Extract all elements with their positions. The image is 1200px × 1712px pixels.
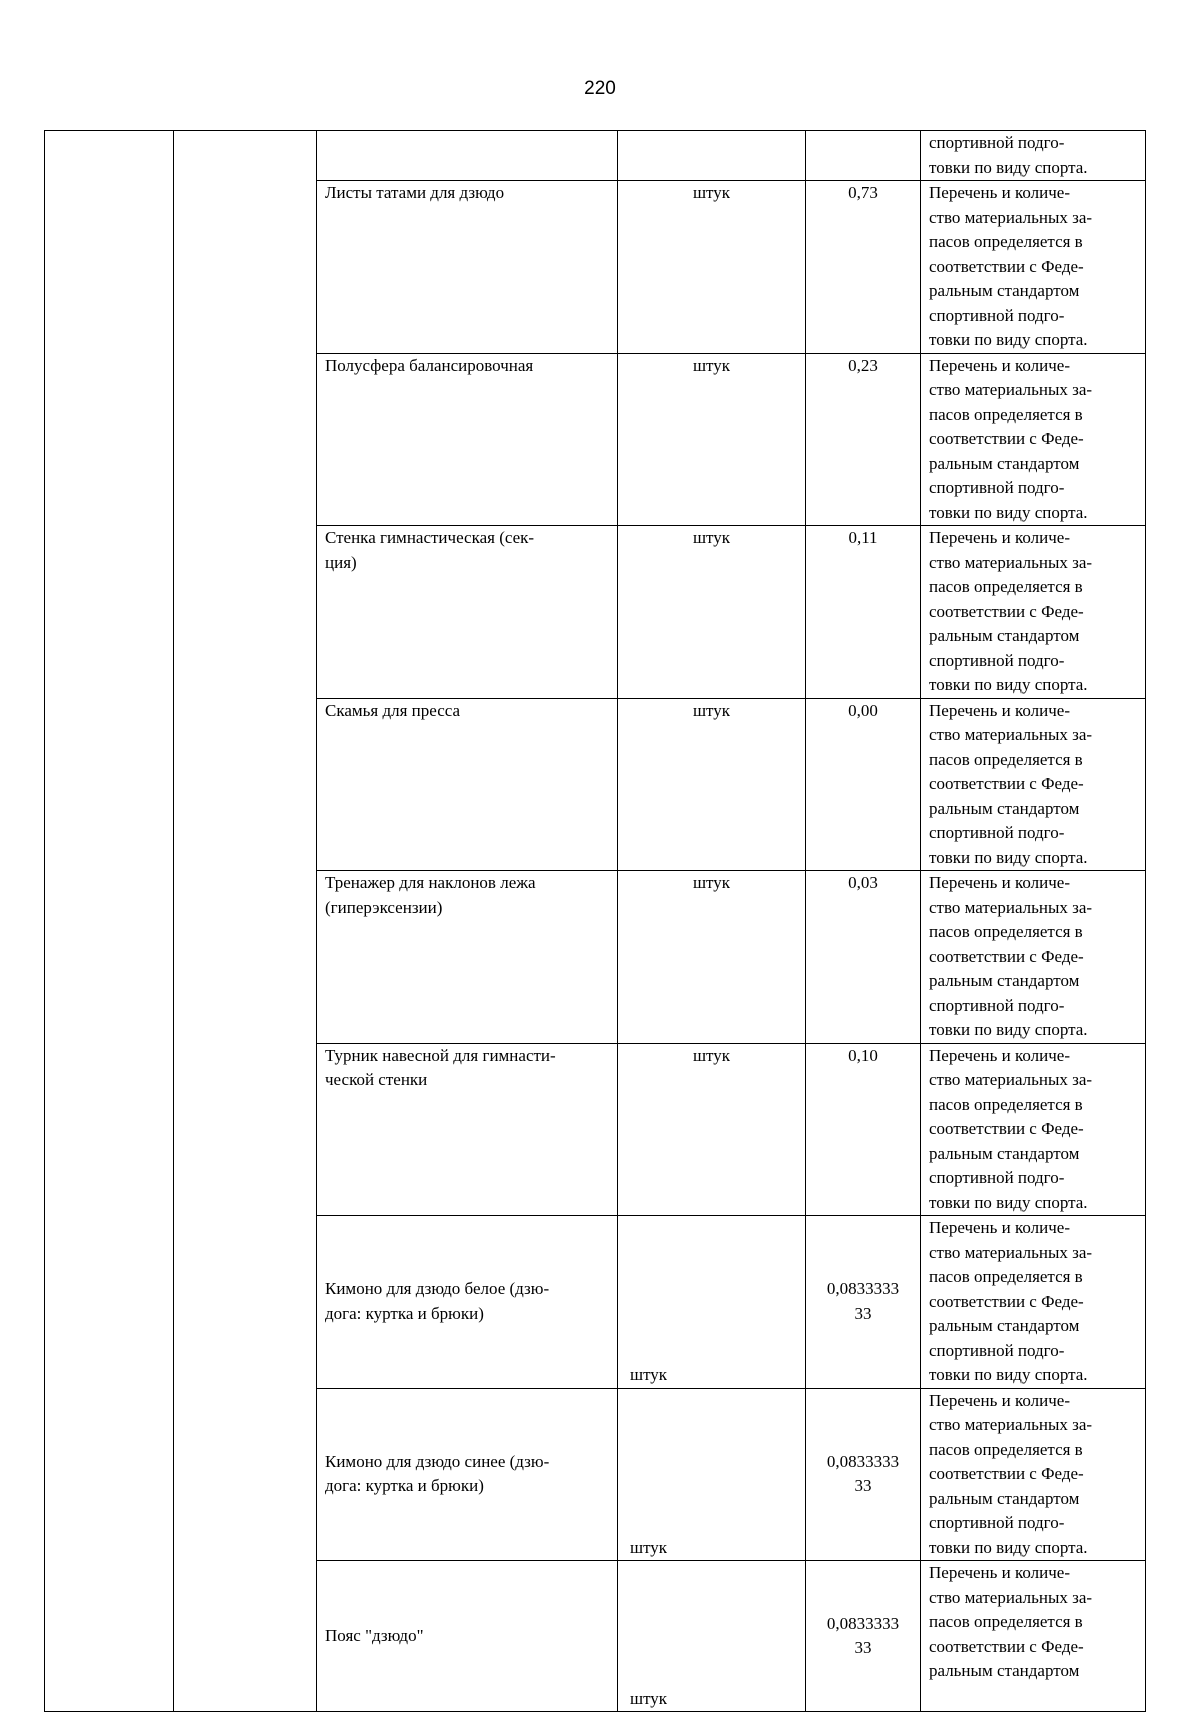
note-line: товки по виду спорта. — [929, 847, 1088, 867]
note-line: пасов определяется в — [929, 922, 1083, 941]
note-line: соответствии с Феде- — [929, 429, 1084, 448]
item-name-cell: Стенка гимнастическая (сек- ция) — [317, 526, 618, 699]
note-line: соответствии с Феде- — [929, 1464, 1084, 1483]
note-line: ральным стандартом — [929, 1316, 1080, 1335]
note-cell — [921, 1388, 1146, 1561]
unit-cell: штук — [618, 1561, 806, 1712]
note-cell — [921, 871, 1146, 1044]
note-line: спортивной подго- — [929, 995, 1065, 1015]
quantity-cell — [806, 131, 921, 181]
note-line: спортивной подго- — [929, 1168, 1065, 1187]
unit-cell: штук — [618, 1216, 806, 1389]
quantity-cell: 0,73 — [806, 181, 921, 354]
quantity-cell: 0,0833333 33 — [806, 1561, 921, 1712]
note-line: спортивной подго- — [929, 305, 1065, 325]
note-line: соответствии с Феде- — [929, 946, 1084, 966]
item-name-cell: Кимоно для дзюдо синее (дзю- дога: куртка и брюки) — [317, 1388, 618, 1561]
note-line: ство материальных за- — [929, 897, 1093, 917]
quantity-cell: 0,0833333 33 — [806, 1388, 921, 1561]
note-line: Перечень и количе- — [929, 1218, 1070, 1237]
note-line: пасов определяется в — [929, 404, 1083, 424]
item-name-cell: Полусфера балансировочная — [317, 353, 618, 526]
unit-cell: штук — [618, 353, 806, 526]
note-line: товки по виду спорта. — [929, 330, 1088, 349]
note-line: Перечень и количе- — [929, 873, 1070, 892]
note-line: ство материальных за- — [929, 1242, 1093, 1262]
note-line: товки по виду спорта. — [929, 1537, 1088, 1557]
note-line: Перечень и количе- — [929, 1390, 1070, 1410]
note-line: пасов определяется в — [929, 1267, 1083, 1286]
note-line: соответствии с Феде- — [929, 256, 1084, 276]
quantity-cell: 0,00 — [806, 698, 921, 871]
note-cell — [921, 526, 1146, 699]
note-line: ральным стандартом — [929, 626, 1080, 645]
note-line: товки по виду спорта. — [929, 1192, 1088, 1212]
note-line: Перечень и количе- — [929, 700, 1070, 720]
note-line: товки по виду спорта. — [929, 1365, 1088, 1384]
note-line: ство материальных за- — [929, 207, 1093, 227]
note-line: спортивной подго- — [929, 823, 1065, 842]
unit-cell: штук — [618, 1388, 806, 1561]
note-cell — [921, 181, 1146, 354]
item-name-cell: Скамья для пресса — [317, 698, 618, 871]
unit-cell: штук — [618, 698, 806, 871]
note-line: спортивной подго- — [929, 650, 1065, 670]
item-name-cell — [317, 131, 618, 181]
note-line: Перечень и количе- — [929, 1563, 1070, 1582]
materials-table — [44, 130, 1146, 1712]
note-line: Перечень и количе- — [929, 355, 1070, 375]
quantity-cell: 0,23 — [806, 353, 921, 526]
note-line: соответствии с Феде- — [929, 1119, 1084, 1138]
note-line: товки по виду спорта. — [929, 157, 1088, 177]
note-line: пасов определяется в — [929, 1612, 1083, 1631]
note-line: ральным стандартом — [929, 971, 1080, 990]
note-cell — [921, 1043, 1146, 1216]
note-line: соответствии с Феде- — [929, 601, 1084, 621]
note-line: ство материальных за- — [929, 552, 1093, 572]
note-line: ство материальных за- — [929, 1415, 1093, 1434]
note-line: ральным стандартом — [929, 281, 1080, 300]
note-line: ство материальных за- — [929, 1587, 1093, 1607]
note-line: спортивной подго- — [929, 1340, 1065, 1360]
note-line: Перечень и количе- — [929, 1045, 1070, 1065]
note-line: ральным стандартом — [929, 798, 1080, 818]
note-line: пасов определяется в — [929, 577, 1083, 596]
unit-cell: штук — [618, 181, 806, 354]
item-name-cell: Листы татами для дзюдо — [317, 181, 618, 354]
note-line: ральным стандартом — [929, 453, 1080, 473]
item-name-cell: Кимоно для дзюдо белое (дзю- дога: куртка и брюки) — [317, 1216, 618, 1389]
unit-cell: штук — [618, 871, 806, 1044]
note-line: ство материальных за- — [929, 725, 1093, 744]
merged-cell-col-2 — [174, 131, 317, 1712]
unit-cell — [618, 131, 806, 181]
note-line: ральным стандартом — [929, 1143, 1080, 1163]
quantity-cell: 0,10 — [806, 1043, 921, 1216]
note-line: пасов определяется в — [929, 749, 1083, 769]
materials-table-body — [45, 131, 1146, 1712]
note-line: товки по виду спорта. — [929, 675, 1088, 694]
merged-cell-col-1 — [45, 131, 174, 1712]
item-name-cell: Пояс "дзюдо" — [317, 1561, 618, 1712]
note-line: товки по виду спорта. — [929, 1020, 1088, 1039]
note-line: спортивной подго- — [929, 1513, 1065, 1532]
note-cell — [921, 131, 1146, 181]
note-line: пасов определяется в — [929, 1439, 1083, 1459]
item-name-cell: Тренажер для наклонов лежа (гиперэксензии) — [317, 871, 618, 1044]
note-line: товки по виду спорта. — [929, 502, 1088, 522]
item-name-cell: Турник навесной для гимнасти- ческой стенки — [317, 1043, 618, 1216]
page-number: 220 — [584, 78, 616, 99]
table-row — [45, 131, 1146, 181]
quantity-cell: 0,11 — [806, 526, 921, 699]
quantity-cell: 0,0833333 33 — [806, 1216, 921, 1389]
quantity-cell: 0,03 — [806, 871, 921, 1044]
note-line: спортивной подго- — [929, 133, 1065, 152]
note-line: спортивной подго- — [929, 478, 1065, 497]
note-line: Перечень и количе- — [929, 183, 1070, 202]
note-line: ральным стандартом — [929, 1661, 1080, 1680]
note-line: ство материальных за- — [929, 380, 1093, 399]
note-line: пасов определяется в — [929, 232, 1083, 251]
note-cell — [921, 353, 1146, 526]
note-line: ральным стандартом — [929, 1488, 1080, 1508]
note-line: соответствии с Феде- — [929, 774, 1084, 793]
unit-cell: штук — [618, 526, 806, 699]
note-line: соответствии с Феде- — [929, 1291, 1084, 1311]
note-line: Перечень и количе- — [929, 528, 1070, 547]
note-cell — [921, 698, 1146, 871]
unit-cell: штук — [618, 1043, 806, 1216]
note-line: пасов определяется в — [929, 1094, 1083, 1114]
note-line: ство материальных за- — [929, 1070, 1093, 1089]
note-line: соответствии с Феде- — [929, 1636, 1084, 1656]
note-cell — [921, 1216, 1146, 1389]
note-cell — [921, 1561, 1146, 1712]
